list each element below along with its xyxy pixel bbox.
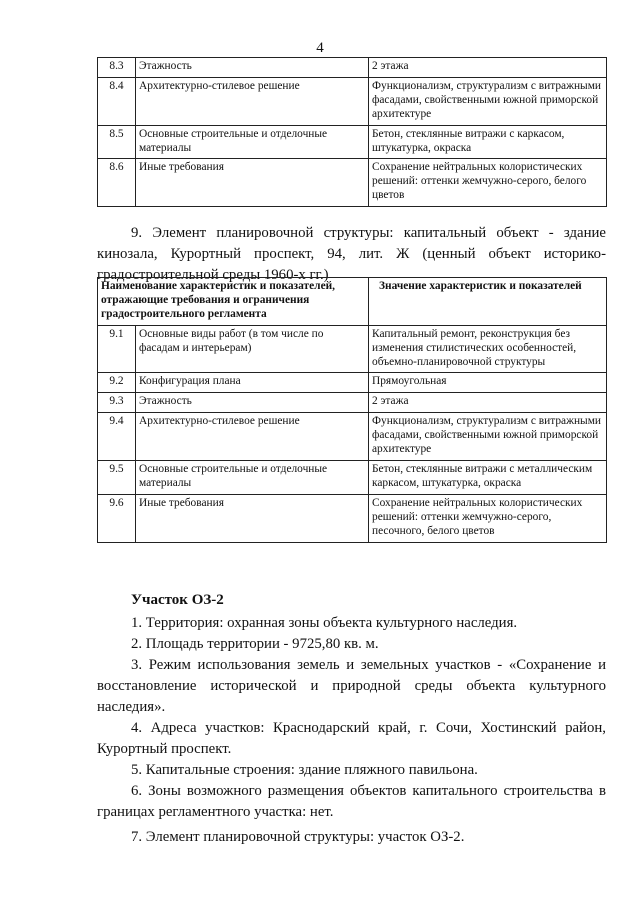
row-number: 9.5 xyxy=(98,460,136,494)
row-value: Функционализм, структурализм с витражными фасадами, свойственными южной приморской архитектуре xyxy=(369,77,607,125)
row-number: 9.3 xyxy=(98,393,136,413)
list-item: 1. Территория: охранная зоны объекта культурного наследия. xyxy=(131,615,518,631)
row-value: Сохранение нейтральных колористических решений: оттенки жемчужно-серого, песочного, белого цветов xyxy=(369,494,607,542)
row-number: 9.2 xyxy=(98,373,136,393)
header-values: Значение характеристик и показателей xyxy=(369,278,607,326)
row-number: 9.4 xyxy=(98,413,136,461)
table-header-row xyxy=(98,278,607,326)
row-name: Архитектурно-стилевое решение xyxy=(136,77,369,125)
table-row xyxy=(98,58,607,78)
row-number: 8.3 xyxy=(98,58,136,78)
row-name: Этажность xyxy=(136,58,369,78)
table-row xyxy=(98,125,607,159)
list-item: 4. Адреса участков: Краснодарский край, г. Сочи, Хостинский район, Курортный проспект. xyxy=(97,720,606,757)
list-item: 6. Зоны возможного размещения объектов капитального строительства в границах регламентного участка: нет. xyxy=(97,783,606,820)
header-characteristics: Наименование характеристик и показателей, отражающие требования и ограничения градостроительного регламента xyxy=(98,278,369,326)
row-value: Прямоугольная xyxy=(369,373,607,393)
row-number: 8.6 xyxy=(98,159,136,207)
table-row xyxy=(98,494,607,542)
table-row xyxy=(98,393,607,413)
characteristics-table-8 xyxy=(97,57,607,207)
table-row xyxy=(98,413,607,461)
table-row xyxy=(98,77,607,125)
row-value: 2 этажа xyxy=(369,393,607,413)
row-name: Основные виды работ (в том числе по фасадам и интерьерам) xyxy=(136,325,369,373)
row-number: 8.5 xyxy=(98,125,136,159)
paragraph-9: 9. Элемент планировочной структуры: капитальный объект - здание кинозала, Курортный проспект, 94, лит. Ж (ценный объект историко-градостроительной среды 1960-х гг.) xyxy=(97,225,606,283)
characteristics-table-9 xyxy=(97,277,607,543)
row-value: Сохранение нейтральных колористических решений: оттенки жемчужно-серого, белого цветов xyxy=(369,159,607,207)
table-row xyxy=(98,159,607,207)
row-name: Иные требования xyxy=(136,159,369,207)
list-item: 7. Элемент планировочной структуры: участок ОЗ-2. xyxy=(131,829,465,845)
row-number: 9.6 xyxy=(98,494,136,542)
row-value: 2 этажа xyxy=(369,58,607,78)
row-name: Конфигурация плана xyxy=(136,373,369,393)
row-value: Бетон, стеклянные витражи с каркасом, штукатурка, окраска xyxy=(369,125,607,159)
row-name: Основные строительные и отделочные материалы xyxy=(136,460,369,494)
page-number: 4 xyxy=(316,40,324,56)
table-row xyxy=(98,460,607,494)
row-value: Бетон, стеклянные витражи с металлическим каркасом, штукатурка, окраска xyxy=(369,460,607,494)
section-items xyxy=(97,613,606,848)
table-row xyxy=(98,373,607,393)
list-item: 5. Капитальные строения: здание пляжного павильона. xyxy=(131,762,478,778)
row-number: 9.1 xyxy=(98,325,136,373)
row-name: Иные требования xyxy=(136,494,369,542)
row-name: Этажность xyxy=(136,393,369,413)
row-name: Основные строительные и отделочные материалы xyxy=(136,125,369,159)
row-value: Функционализм, структурализм с витражными фасадами, свойственными южной приморской архитектуре xyxy=(369,413,607,461)
row-number: 8.4 xyxy=(98,77,136,125)
list-item: 2. Площадь территории - 9725,80 кв. м. xyxy=(131,636,379,652)
list-item: 3. Режим использования земель и земельных участков - «Сохранение и восстановление исторической и природной среды объекта культурного наследия». xyxy=(97,657,606,715)
row-name: Архитектурно-стилевое решение xyxy=(136,413,369,461)
row-value: Капитальный ремонт, реконструкция без изменения стилистических особенностей, объемно-планировочной структуры xyxy=(369,325,607,373)
table-row xyxy=(98,325,607,373)
section-heading: Участок ОЗ-2 xyxy=(131,592,224,608)
